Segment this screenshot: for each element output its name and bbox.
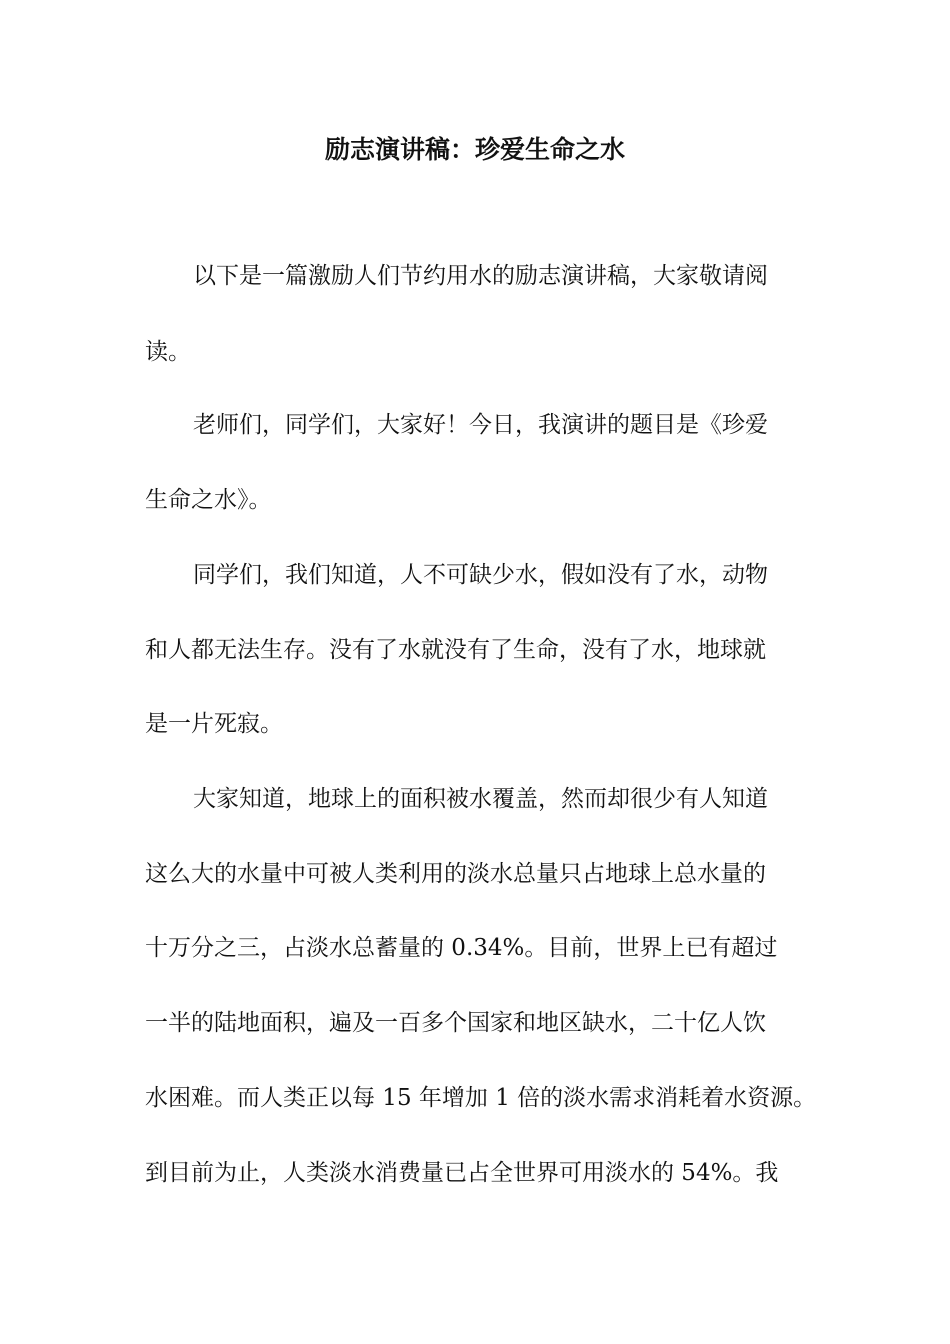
- paragraph-line: 是一片死寂。: [145, 711, 283, 737]
- document-title: 励志演讲稿：珍爱生命之水: [324, 135, 625, 164]
- paragraph-line: 水困难。而人类正以每 15 年增加 1 倍的淡水需求消耗着水资源。: [145, 1085, 817, 1111]
- paragraph-line: 以下是一篇激励人们节约用水的励志演讲稿，大家敬请阅: [193, 263, 768, 289]
- paragraph-line: 生命之水》。: [145, 487, 272, 513]
- paragraph-line: 老师们，同学们，大家好！今日，我演讲的题目是《珍爱: [193, 412, 768, 438]
- paragraph-line: 一半的陆地面积，遍及一百多个国家和地区缺水，二十亿人饮: [145, 1010, 766, 1036]
- paragraph-line: 和人都无法生存。没有了水就没有了生命，没有了水，地球就: [145, 637, 766, 663]
- paragraph-line: 这么大的水量中可被人类利用的淡水总量只占地球上总水量的: [145, 861, 766, 887]
- paragraph-line: 十万分之三，占淡水总蓄量的 0.34%。目前，世界上已有超过: [145, 935, 778, 961]
- paragraph-line: 到目前为止，人类淡水消费量已占全世界可用淡水的 54%。我: [145, 1160, 779, 1186]
- paragraph-line: 同学们，我们知道，人不可缺少水，假如没有了水，动物: [193, 562, 768, 588]
- paragraph-line: 大家知道，地球上的面积被水覆盖，然而却很少有人知道: [193, 786, 768, 812]
- paragraph-line: 读。: [145, 339, 191, 365]
